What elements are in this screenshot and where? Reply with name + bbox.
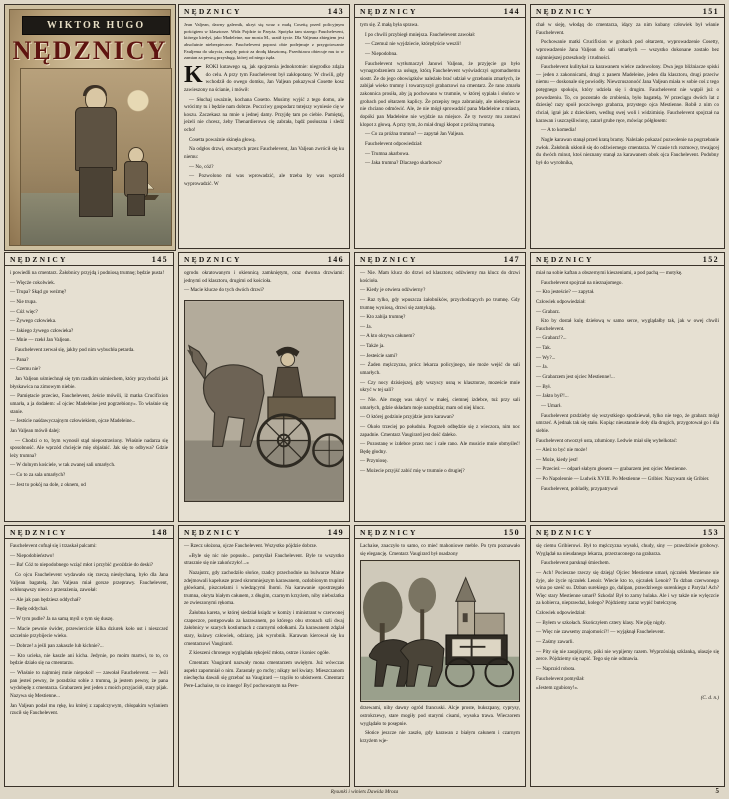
paragraph: — Grabarz!?... — [536, 335, 567, 342]
column-body — [355, 539, 525, 558]
column-146 — [178, 252, 350, 522]
paragraph: — Słuchaj uważnie, kochana Cosetto. Musimy wyjść z tego domu, ale wrócimy tu i będzie nam dobrze. Poczciwy gospodarz tutejszy wyniesie cię w koszu. Zaczekasz na mnie u jednej damy. Przyjdę tam po ciebie. Pamiętaj, jeżeli nie chcesz, żeby Thenardierowa cię zabrała, bądź posłuszna i sledź ocho! — [184, 96, 344, 134]
column-header — [5, 253, 173, 266]
horse-cart-drawing — [185, 301, 343, 501]
column-150 — [354, 525, 526, 787]
column-153 — [530, 525, 725, 787]
paragraph: — Właśnie to najmniej mnie niepokoi! — zawołał Fauchelevent. — Jeśli pan jesteś pewny, że poradzisz sobie z trumną, ja jestem pewny, że pana wydobędę z cmentarza. Grabarzem jest jeden z moich przyjaciół, stary pijak. Nazywa się Mestienne... — [10, 669, 168, 699]
paragraph: — No, cóż? — [189, 163, 214, 170]
column-header — [355, 5, 525, 18]
column-body — [179, 18, 349, 194]
paragraph: — Mnie — rzekł Jan Valjean. — [10, 337, 71, 344]
paragraph: — Ależ to być nie może! — [536, 447, 588, 454]
man-torso — [75, 107, 117, 171]
paragraph: Kto by dostał kulę dziełową w samo serce, wyglądałby tak, jak w owej chwili Fauchelevent. — [536, 318, 719, 332]
paragraph: Jan Valjean uśmiechnął się tym rzadkim uśmiechem, który przychodzi jak błyskawica na zimowym niebie. — [10, 376, 168, 390]
paragraph: — Pana? — [10, 356, 29, 363]
paragraph: Fauchelevent, pobladły, przypatrywał — [541, 485, 618, 492]
paragraph: — Kto zabija trumnę? — [360, 314, 406, 321]
paragraph: — Więcże cokolwiek. — [10, 279, 56, 286]
paragraph: Jan Valjean mówił dalej: — [10, 427, 61, 434]
column-body — [355, 18, 525, 173]
man-figure — [67, 87, 123, 217]
column-header — [531, 526, 724, 539]
paragraph: — Czemu nie? — [10, 366, 41, 373]
column-body — [531, 539, 724, 708]
paragraph: — A to komedia! — [541, 127, 577, 134]
page-number: 145 — [151, 255, 168, 264]
paragraph: Pochowanie matki Crucifixion w grobach pod ołtarzem, wyprowadzenie Cosetty, wprowadzenie Jana Valjean do sali umarłych — wszystko dokonane zostało bez najmniejszej przeszkody i trudności. — [536, 39, 719, 61]
paragraph: drzewami, niby dawny ogród francuski. Alcje proste, bukszpany, cyprysy, ostrokrzewy, stare mogiły pod starymi cisami, wysoka trawa. Wieczorem wyglądało to posępnie. — [360, 705, 520, 727]
column-147 — [354, 252, 526, 522]
paragraph: — Raz tylko, gdy wpuszcza żałobników, przychodzących po trumnę. Gdy trumnę wyniosą, drzwi się zamykają. — [360, 296, 520, 311]
paragraph: — Pozostanę w izdebce przez noc i całe rano. Ale musicie mnie obmyśleć! Będę głodny. — [360, 441, 520, 455]
paragraph: — Ja. — [536, 364, 548, 371]
paragraph: Człowiek odpowiedział: — [536, 610, 586, 617]
column-header — [355, 526, 525, 539]
page-number: 151 — [702, 7, 719, 16]
cover-title: NĘDZNICY — [12, 36, 168, 65]
column-body — [5, 539, 173, 723]
paragraph: Cmentarz Vaugirard nazwały mona cmentarzem uwięłym. Już wówczas aspekt zapomniał o nim. Zarastały go mchy; nikąty nel kwiaty. Mieszczanom niechęcha dawali się grzebać na Vaugirard — trąciło to ubóstwem. Cmentarz Pere-Lachaise, to co innego! Być pochowanym na Pere- — [184, 659, 344, 689]
illustration-funeral-procession — [360, 560, 520, 702]
paragraph: — Czy nocy dzisiejszej, gdy wszyscy usną w klasztorze, mozeście mnie ukryć w tej sali? — [360, 379, 520, 394]
paragraph: »Jestem zgubiony!«. — [536, 685, 579, 692]
paragraph: Fauchelevent parsknął śmiechem. — [541, 560, 610, 567]
child-body — [124, 161, 148, 197]
page-number: 148 — [151, 528, 168, 537]
illustration-artwork — [185, 301, 343, 501]
column-header — [531, 253, 724, 266]
paragraph: — Nie. Mam klucz do drzwi od klasztoru; odźwierny ma klucz do drzwi kościoła. — [360, 270, 520, 284]
paragraph: — Grabarz. — [536, 308, 561, 315]
paragraph: — Macie pewnie świder, przewiercicie kilka dziurek koło ust i nieszczeź szczelnie przybijecie wieko. — [10, 625, 168, 640]
paragraph: Jan Valjean podał mu rękę, ku której z zapalczywym, chłopakim wylaniem rzucił się Fauchelevent. — [10, 702, 168, 717]
column-body — [531, 18, 724, 173]
paragraph: — Grabarzem jest ojciec Mestienne!... — [536, 374, 615, 381]
column-body — [5, 266, 173, 494]
paragraph: — Będę oddychał. — [10, 606, 49, 613]
paragraph: — Był. — [536, 383, 552, 390]
paragraph: — Ba! Cóż to niepodobnego wziąć młot i przybić gwoździe do deski? — [10, 562, 154, 569]
paragraph: — O której godzinie przyjdzie jutro karawan? — [360, 414, 454, 421]
paragraph: ogrodu okratowanym i okiennicą zamkniętym, oraz dwoma drzwiami: jednymi od klasztoru, drugimi od kościoła. — [184, 270, 344, 284]
running-title: NĘDZNICY — [536, 528, 594, 537]
paragraph: — Trupa? Skąd go weźmę? — [10, 289, 67, 296]
paragraph: Fauchelevent kulitykał za karawanem wielce zadowolony. Dwa jego bliźniacze spiski — jeden z zakonnicami, drugi z panem Madeleine, jeden dla klasztoru, drugi przeciw niemu — doskonale się powiodły. Niewzruszonoóć Jana Valjean miała w sobie coś z tego potęgnego spokoju, który udziela się i drugim. Fauchelevent nie wątpił już o powodzeniu. To, co pozostało do zrobienia, było bagatelą. W przeciągu dwóch lat z dziesięć razy spoił poczciwego grabarza, przystego ojca Mestienne. Robił z nim co chciał, igrał jak z dzieckiem, wedlug swej woli i widzimisię. Fauchelevent spojrzał na karawan i uszczęśliwiony, zatarł grube ręce, mówiąc półgłosem: — [536, 64, 719, 124]
paragraph: Na odgłos drzwi, otwartych przez Fauchelevent, Jan Valjean zwrócił się ku niemu: — [184, 146, 344, 160]
paragraph: — Może, kiedy jest! — [536, 456, 578, 463]
paragraph: ROKI kutawego są, jak spojrzenia jednokrotnie: niegrodko zdąża do celu. A przy tym Fauchelevent był zakłopotany. W chwili, gdy wchodził do owego domku, Jan Valjean pokazywał Cosette kosz zawieszony na ścianie, i mówił: — [184, 63, 344, 93]
page-number: 149 — [327, 528, 344, 537]
paragraph: — Jakiego żywego człowieka? — [10, 327, 74, 334]
column-header — [355, 253, 525, 266]
paragraph: — Byłem w szkołach. Skończyłem cztery klasy. Nie piję nigdy. — [536, 619, 666, 626]
footer-page-number: 5 — [715, 787, 719, 795]
paragraph: Fauchelevent wytłumaczył Janowi Valjean, że przyjęcie go było wynagrodzeniem za usługę, którą Fauchelevent wyświadczyi ogromadnemu siostr. Że do jego obowiązków należało brać udział w grzebaniu zmarłych, że zabijał wieko trumny i towarzyszył grabarzowi na cmentarz. Że rano zmarła zakonnica prosiła, aby ją pochowano w trumnie, w której sypiała i słońco w grobach pod ołtarzem kaplicy. Że przepisy tego zabraniały, ale niebezpiecze nie chciano odmówić. Ale, że nie mógł sprowadzić pana Madeleine z miasta, dopóki pan Madeleine nie wyjdzie na miejsce. Że ty tworzy mu zostawi klopot z głową. A przy tym, żo miał drugi kłopot z próżną trumną. — [360, 60, 520, 128]
child-figure — [121, 147, 149, 215]
paragraph: — Naprzód robota. — [536, 665, 576, 672]
paragraph: — Pamiętacie przeciez, Fauchelevent, żeście mówili, iż matka Crucifixion umarła, a ja dodałem: »I ojciec Madeleine jest pogrzebiony«. To właśnie się stanie. — [10, 393, 168, 415]
paragraph: — Kto ucieka, nie kaszle ani kicha. Jedynie, po moim martwi, to to, co będzie działo się na cmentarzu. — [10, 652, 168, 667]
paragraph: Fauchelevent przdzieby się wszystkiego spodziewał, tylko nie tego, że grabarz mógł umrzeć. A jednak tak się stało. Kopiąc nieustannie doły dla drugich, przygotował go i dla siebie. — [536, 412, 719, 434]
paragraph: — Rzecz ułożona, ojcze Fauchelevent. Wszystko pójdzie dobrze. — [184, 543, 318, 549]
paragraph: — Macie klucze do tych dwóch drzwi? — [184, 287, 265, 294]
paragraph: — Zaśmy zawarli. — [536, 639, 574, 646]
paragraph: — W dolnym kościele, w tak zwanej sali umarłych. — [10, 462, 116, 469]
column-header — [531, 5, 724, 18]
column-145 — [4, 252, 174, 522]
column-body — [179, 539, 349, 696]
paragraph: Fauchelevent zerwał się, jakby pod nim wybuchła petarda. — [15, 347, 135, 354]
paragraph: — W tym pudle? Ja na samą myśl o tym się duszę. — [10, 616, 114, 623]
continuation-note: (C. d. n.) — [700, 694, 719, 701]
page-number: 144 — [503, 7, 520, 16]
column-header — [179, 526, 349, 539]
paragraph: — Także ja. — [360, 343, 385, 350]
paragraph: — Kiedy je otwiera odźwierny? — [360, 287, 426, 294]
paragraph: — Kto jesteście? — zapytał. — [536, 289, 595, 296]
paragraph: i powiedli na cmentarz. Żałobnicy przyjdą i podniosą trumnę; będzie pusta! — [10, 270, 165, 276]
running-title: NĘDZNICY — [536, 7, 594, 16]
paragraph: — Ale jak pan będziesz oddychał? — [10, 596, 81, 603]
column-144 — [354, 4, 526, 249]
paragraph: — Jesteście sami? — [360, 352, 398, 359]
column-header — [5, 526, 173, 539]
child-legs — [127, 194, 145, 216]
paragraph: Fauchelevent cofnął się i trzaskał palcami: — [10, 543, 97, 549]
funeral-cart-drawing — [361, 561, 519, 701]
column-body — [179, 266, 349, 298]
paragraph: — Przecież — odparł słabym głosem — grabarzem jest ojciec Mestienne. — [536, 466, 687, 473]
paragraph: Człowiek odpowiedział: — [536, 298, 586, 305]
paragraph: Z kieszeni chronego wyglądała rękojeść młota, ostrze i koniec ogółe. — [189, 650, 330, 657]
paragraph: — A kto okrywa całunem? — [360, 333, 415, 340]
paragraph: — Po Napoleonie — Ludwik XVIII. Po Mestienne — Gribier. Nazywam się Gribier. — [536, 476, 710, 483]
paragraph: — Żaden mężczyzna, prócz lekarza policyjnego, nie może wejść do sali umarłych. — [360, 362, 520, 377]
running-title: NĘDZNICY — [10, 528, 68, 537]
paragraph: — Jakto był?!... — [536, 393, 569, 400]
page-number: 146 — [327, 255, 344, 264]
paragraph: Fauchelevent pomyślał: — [536, 675, 585, 682]
paragraph: — Ja. — [360, 323, 372, 330]
paragraph: Cosetta poważnie skinęła głową. — [189, 136, 256, 143]
paragraph: — Dobrze! a jeśli pan zakaszle lub kichnie?... — [10, 643, 104, 650]
paragraph: — Pozwolono mi was wprowadzić, ale trzeba by was wprzód wyprowadzić. W — [184, 173, 344, 187]
column-151 — [530, 4, 725, 249]
paragraph: Słońce jeszcze nie zaszło, gdy karawan z białym całunem i czarnym krzyżem wje- — [360, 730, 520, 744]
dropcap-letter: K — [184, 61, 203, 88]
paragraph: — Trumna akarbowa. — [365, 150, 410, 157]
paragraph: — Jest to pokój na dole, z oknem, od — [10, 481, 86, 488]
paragraph: — Niepodobieństwo! — [10, 552, 54, 559]
paragraph: — Tak. — [536, 345, 552, 352]
cover-author: WIKTOR HUGO — [22, 16, 170, 35]
paragraph: — Co to za sala umarłych? — [10, 472, 66, 479]
paragraph: — Żywego człowieka. — [10, 318, 57, 325]
column-149 — [178, 525, 350, 787]
paragraph: — Przyniosę. — [360, 458, 388, 465]
paragraph: się ciemu Gribierowi. Był to mężczyzna wysoki, chudy, siny — prawdziwie grobowy. Wyglądał na nieudanego lekarza, przerzuconego na grabarza. — [536, 543, 719, 557]
page-footer — [4, 789, 725, 795]
paragraph: chał w sieję, włodąq do cmentarza, idący za nim kubany człowiek był włanie Fauchelevent. — [536, 22, 719, 36]
column-body — [355, 266, 525, 481]
paragraph: Lachaise, znaczyło to samo, co mieć mahoniowe meble. Po tym poznawało się elegancję. Cmentarz Vaugirard był nsadzony — [360, 543, 520, 557]
paragraph: Fauchelevent spojrzał na nieznajomego. — [541, 279, 623, 286]
dropcap-paragraph — [184, 61, 344, 95]
running-title: NĘDZNICY — [184, 7, 242, 16]
paragraph: — Możecie przyjść zabić mię w trumnie o drugiej? — [360, 468, 465, 475]
cover-inner — [9, 9, 171, 246]
synopsis-note: Jean Valjean, dawny galernik, ukryt się wraz z małą Cosettą przed policyjnym pościgiem w klasztorze. Widz Pojdzie to Paryża. Spotyka tam starego Fauchelevent, którego kiedyś, jako Madeleine, nar mosta M., uratił życie. Dla Valjeana zbiegiem jest absolutnie niebezpieczne. Fauchelevent poprost obie podejmuje z przygotowanie Fauljema do ukrycia, znajdy potoż za drodę kłasztorną. Przedstawa obiecuje mu to w zamian za pewną przysługę, której od niego żąda. — [184, 22, 344, 61]
paragraph: — Chodzi o to, bym wynosił stąd niepostrzeżony. Właśnie nadarza się sposobność. Ale wprzód chciejcie mię objaśnić. Jak się to odbywa? Gdzie leży trumna? — [10, 437, 168, 459]
paragraph: Nazajutrz, gdy zachodziło słońce, rzadcy przechodnie na bulwarze Maine zdejmowali kapelusze przed skromniejszym karawanem, ozdobionym trupimi główkami, piszczelami i wiedzącymi lhomi. Na karawanie spostrzegało trumna, okryta białym całunem, z długim, czarnym krzyżem, niby niebożatka ze zwieszonymi rękoma. — [184, 569, 344, 607]
column-header — [179, 253, 349, 266]
paragraph: tym się. Z małą była sprawa. — [360, 22, 419, 28]
illustration-carriage — [184, 300, 344, 502]
column-143 — [178, 4, 350, 249]
book-cover-illustration — [4, 4, 176, 251]
paragraph: — Ach! Pocieszne rzeczy się dzieją! Ojciec Mestienne umarł, njczułek Mestienne nie żyje, ale życie njczułek Lenoir. Wiecie kto to, ojczułek Lenoir? To dzban czerwonego wina po sześć su. Dzban surekiego go, dalipan, prawdziwego surenkiego z Paryża! Ach? Więc stary Mestienne umarł? Szkoda! Był to zarny hulaka. Ale i wy także nie wylęczcie za kobierca, nieprawdaż, kolego? Pójdziemy zaraz wypić butelczynę. — [536, 569, 719, 607]
paragraph: »Byle się nic nie popsuło... pomyślał Fauchelevent. Byle to wszystko strasznie się nie zakończyło!...« — [184, 552, 344, 567]
paragraph: — Jestście naśdawyczajnym człowiekiem, ojcze Madeleine... — [10, 418, 136, 425]
paragraph: Fauchelevent otworzył usta, zdumiony. Ledwie miał siłę wybelkotać: — [536, 437, 678, 444]
running-title: NĘDZNICY — [184, 255, 242, 264]
column-152 — [530, 252, 725, 522]
running-title: NĘDZNICY — [360, 7, 418, 16]
column-body-continued — [355, 704, 525, 750]
running-title: NĘDZNICY — [184, 528, 242, 537]
running-title: NĘDZNICY — [360, 255, 418, 264]
footer-credit: Rysunki i winiets Dawida Mroza — [330, 789, 399, 795]
paragraph: — Wy?... — [536, 354, 556, 361]
paragraph: — Więc nie zawsemy znajomości?! — wyjąknął Fauchelevent. — [536, 629, 665, 636]
paragraph: Fauchelevent odpowiedział: — [365, 140, 423, 147]
column-header — [179, 5, 349, 18]
man-legs — [79, 167, 113, 217]
paragraph: — Co za próżna trumna? — zapytał Jan Valjean. — [365, 131, 465, 138]
running-title: NĘDZNICY — [360, 528, 418, 537]
paragraph: — Umarł. — [541, 402, 562, 409]
paragraph: — Nie. Ale mogę was ukryć w małej, ciemnej izdebce, tuż przy sali umarłych, gdzie składam moje narzędzia; mam od niej klucz. — [360, 396, 520, 411]
page-number: 147 — [503, 255, 520, 264]
page-number: 153 — [702, 528, 719, 537]
paragraph: — Jaka trumna? Dlaczego skarbowa? — [365, 160, 442, 167]
column-body — [531, 266, 724, 498]
page-number: 152 — [702, 255, 719, 264]
paragraph: I po chwili przybiegł mniejsza. Fauchelevent zawołał: — [365, 31, 476, 38]
page-number: 143 — [327, 7, 344, 16]
paragraph: — Niepodobna. — [365, 50, 398, 57]
paragraph: — Nie trupa. — [10, 298, 37, 305]
paragraph: — Cóż więc? — [10, 308, 38, 315]
page-number: 150 — [503, 528, 520, 537]
column-148 — [4, 525, 174, 787]
paragraph: — Czemuż nie wyjdziecie, którędyście weszli! — [365, 41, 461, 48]
running-title: NĘDZNICY — [536, 255, 594, 264]
paragraph: — Około trzeciej po południu. Pogrzeb odbędzie się z wieczora, nim noc zapadnie. Cmentarz Vaugirard jest dość daleko. — [360, 423, 520, 438]
paragraph: Co ojcu Fauchelevent wydawało się rzeczą niesłychaną, było dla Jana Valjean bagatelą. Jan Valjean miał gorsze przeprawy. Fauchelevent, ochłonąwszy nieco z przerażenia, zawołał: — [10, 571, 168, 594]
paragraph: Żałobna kareta, w której siedział ksiądz w komży i ministrant w czerwonej czapeczce, postępowała za karawanem, po którego obu stronach szli dwaj żałobnicy w szarych kostiumach z czarnymi odołkami. Za karawanem zdążał stary, kulawy człowiek, odziany, jak wyrobnik. Karawan kierował się ku cmentarzowi Vaugirard. — [184, 610, 344, 647]
paragraph: miał na sobie kaftan a obszernymi kieszeniami, a pod pachą — motykę. — [536, 270, 683, 276]
cover-artwork — [20, 68, 172, 246]
running-title: NĘDZNICY — [10, 255, 68, 264]
paragraph: — Pity się nie zaopijnymy, póki nie wypijemy razem. Wyprzóniają szklanką, ułaszje się zerce. Pójdziemy się napić. Tego się nie odmawia. — [536, 648, 719, 663]
paragraph: Nagle karawan stanął przed kratą bramy. Należało pokazać pozwolenie na pogrzebanie zwłok. Żałobnik ukłonił się do odźwiernego cmentarza. W czasie tch rozmowy, trwającej du dwóch minut, ktoś nieznany stanął za karawanem obok ojca Fauchelevent. Podobny był do wyrobnika, — [536, 136, 719, 166]
